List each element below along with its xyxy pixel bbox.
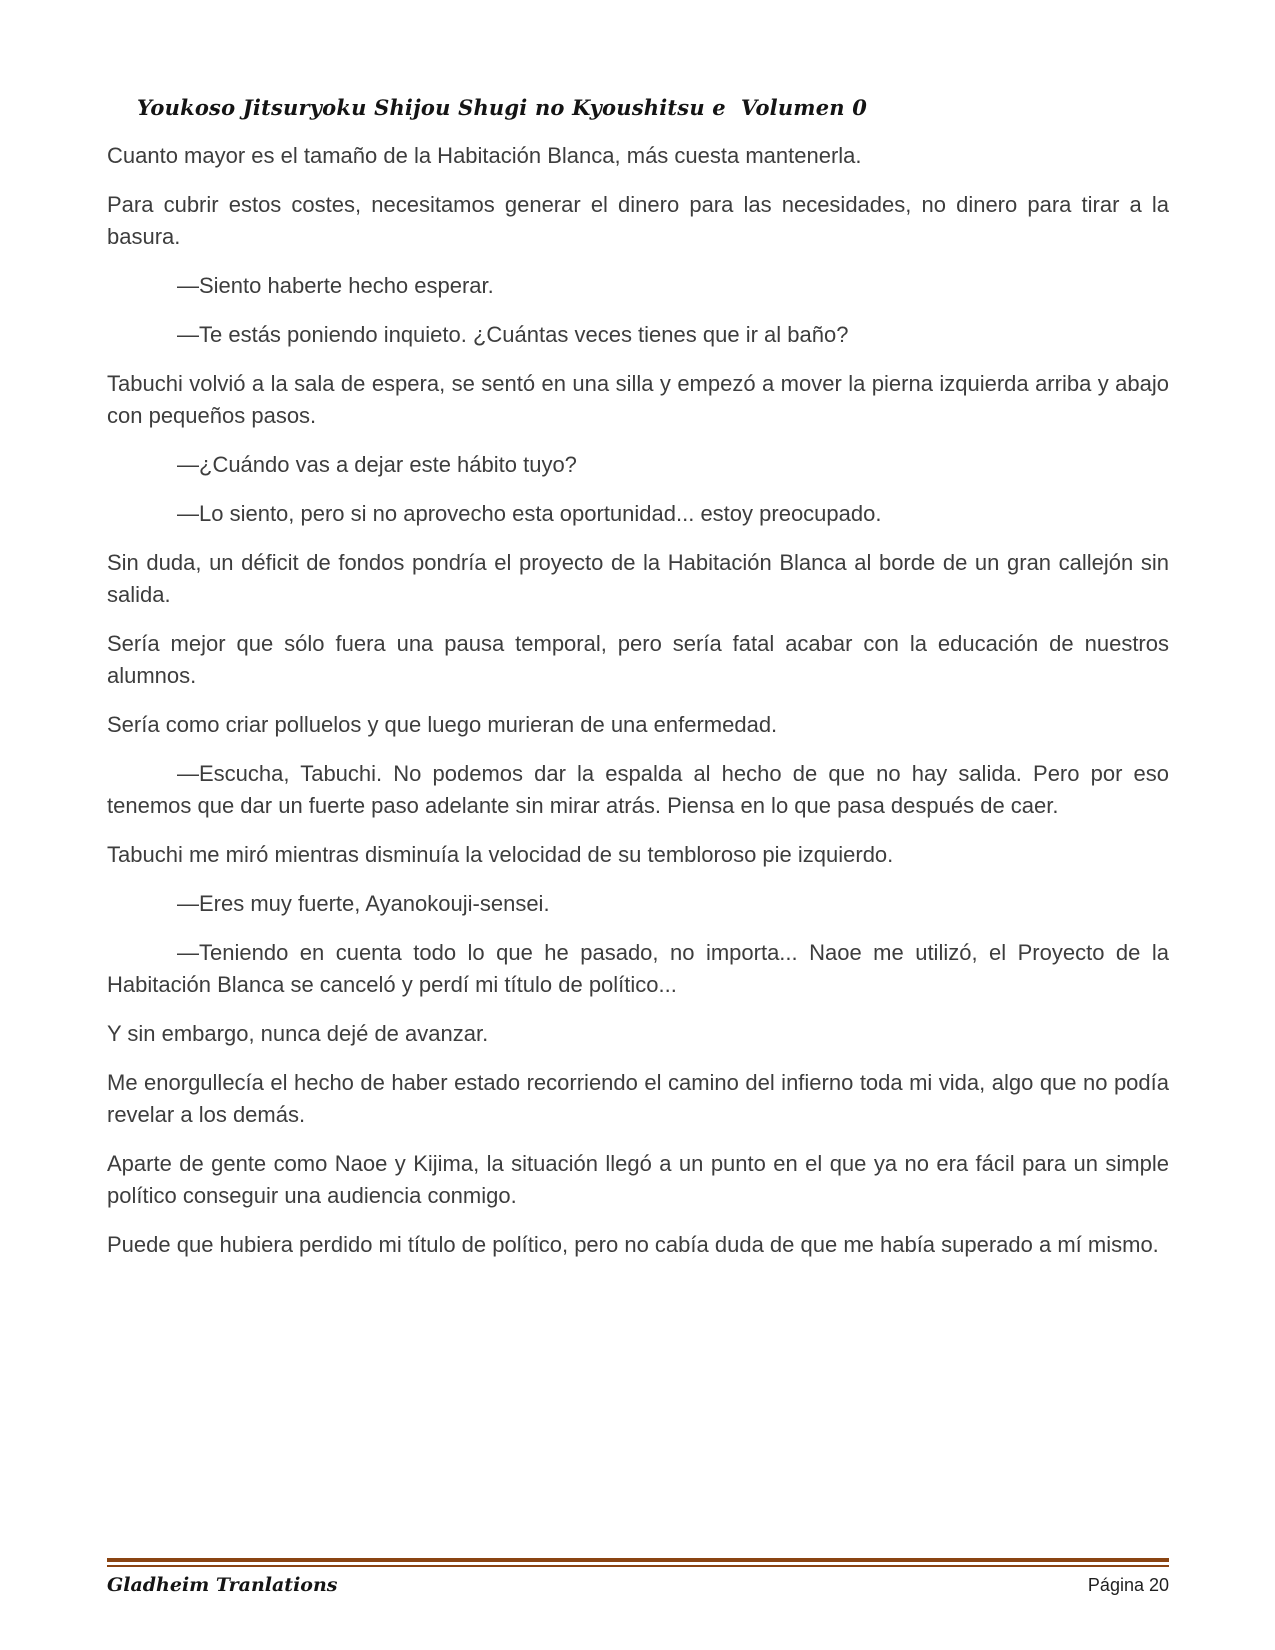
dialogue-paragraph: —Te estás poniendo inquieto. ¿Cuántas veces tienes que ir al baño? <box>177 322 849 347</box>
document-body <box>107 140 1169 1278</box>
dialogue-paragraph: —Siento haberte hecho esperar. <box>177 273 494 298</box>
footer-rule <box>107 1558 1169 1567</box>
paragraph: Y sin embargo, nunca dejé de avanzar. <box>107 1021 489 1046</box>
paragraph: Tabuchi me miró mientras disminuía la velocidad de su tembloroso pie izquierdo. <box>107 842 894 867</box>
document-header <box>107 70 1168 145</box>
page-number: Página 20 <box>1087 1575 1169 1595</box>
paragraph: Puede que hubiera perdido mi título de político, pero no cabía duda de que me había superado a mí mismo. <box>107 1232 1159 1257</box>
header-title: Youkoso Jitsuryoku Shijou Shugi no Kyoushitsu e Volumen 0 <box>137 95 868 120</box>
paragraph: Cuanto mayor es el tamaño de la Habitación Blanca, más cuesta mantenerla. <box>107 143 862 168</box>
paragraph: Sería mejor que sólo fuera una pausa temporal, pero sería fatal acabar con la educación de nuestros alumnos. <box>107 631 1169 688</box>
footer-row <box>107 1574 1169 1596</box>
translator-name: Gladheim Tranlations <box>107 1574 338 1596</box>
paragraph: Sería como criar polluelos y que luego murieran de una enfermedad. <box>107 712 778 737</box>
paragraph: Para cubrir estos costes, necesitamos generar el dinero para las necesidades, no dinero para tirar a la basura. <box>107 192 1169 249</box>
dialogue-paragraph: —Teniendo en cuenta todo lo que he pasado, no importa... Naoe me utilizó, el Proyecto de la Habitación Blanca se canceló y perdí mi título de político... <box>107 940 1169 997</box>
paragraph: Aparte de gente como Naoe y Kijima, la situación llegó a un punto en el que ya no era fácil para un simple político conseguir una audiencia conmigo. <box>107 1151 1169 1208</box>
dialogue-paragraph: —Eres muy fuerte, Ayanokouji-sensei. <box>177 891 550 916</box>
document-footer <box>107 1558 1169 1596</box>
paragraph: Me enorgullecía el hecho de haber estado recorriendo el camino del infierno toda mi vida, algo que no podía revelar a los demás. <box>107 1070 1169 1127</box>
dialogue-paragraph: —Lo siento, pero si no aprovecho esta oportunidad... estoy preocupado. <box>177 501 882 526</box>
dialogue-paragraph: —Escucha, Tabuchi. No podemos dar la espalda al hecho de que no hay salida. Pero por eso tenemos que dar un fuerte paso adelante sin mirar atrás. Piensa en lo que pasa después de caer. <box>107 761 1169 818</box>
paragraph: Sin duda, un déficit de fondos pondría el proyecto de la Habitación Blanca al borde de un gran callejón sin salida. <box>107 550 1169 607</box>
paragraph: Tabuchi volvió a la sala de espera, se sentó en una silla y empezó a mover la pierna izquierda arriba y abajo con pequeños pasos. <box>107 371 1169 428</box>
dialogue-paragraph: —¿Cuándo vas a dejar este hábito tuyo? <box>177 452 577 477</box>
